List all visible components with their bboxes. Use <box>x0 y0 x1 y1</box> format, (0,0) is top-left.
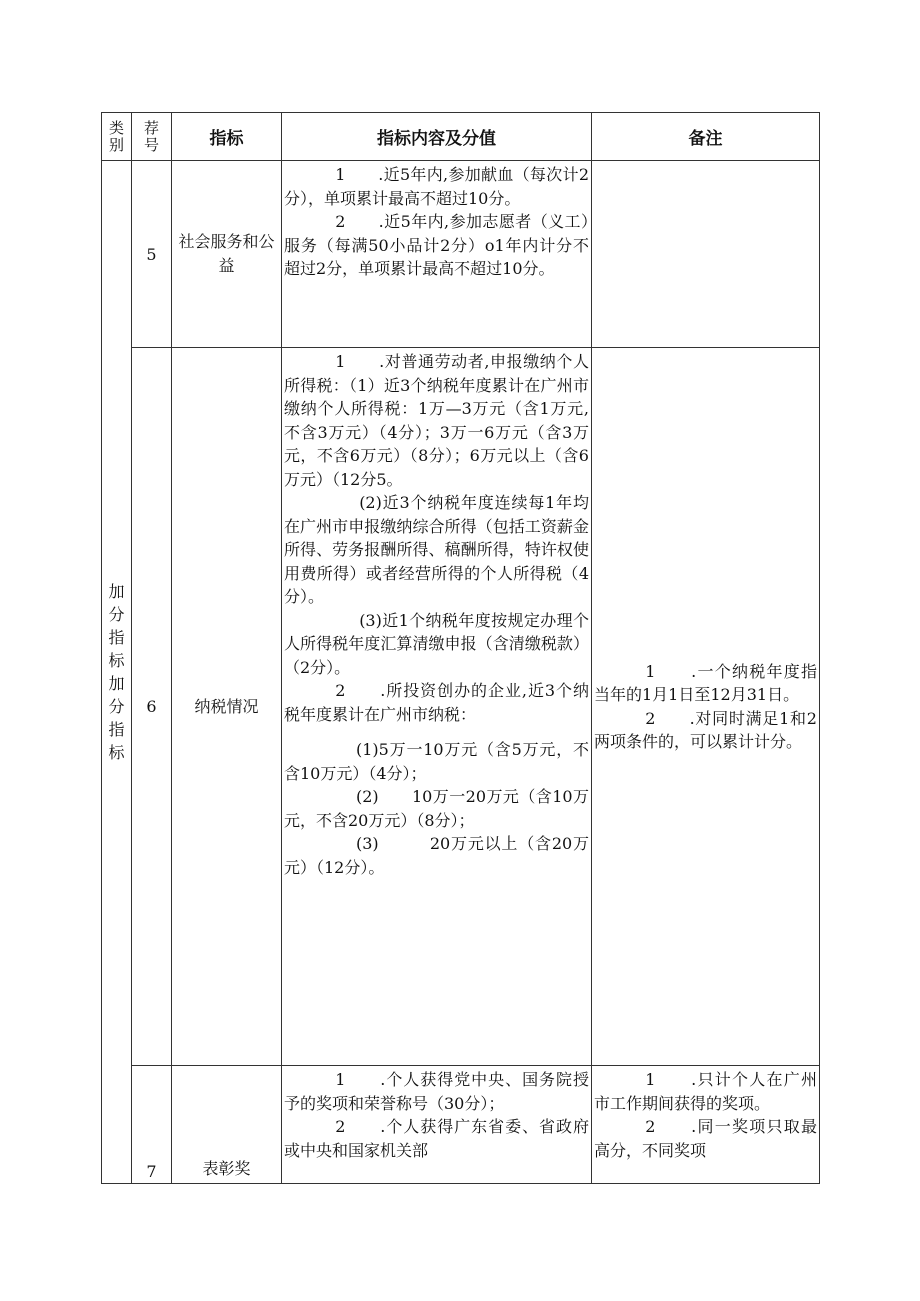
remark-paragraph: 1 .只计个人在广州市工作期间获得的奖项。 <box>594 1070 817 1113</box>
row-content <box>282 161 592 348</box>
row-remarks <box>592 1066 820 1184</box>
content-paragraph: 2 .个人获得广东省委、省政府或中央和国家机关部 <box>284 1117 589 1160</box>
content-paragraph: 1 .对普通劳动者,申报缴纳个人所得税：（1）近3个纳税年度累计在广州市缴纳个人所得税：1万—3万元（含1万元,不含3万元）（4分）；3万一6万元（含3万元，不含6万元）（8分）；6万元以上（含6万元）（12分5。 <box>284 352 589 489</box>
content-paragraph: (2)近3个纳税年度连续每1年均在广州市申报缴纳综合所得（包括工资薪金所得、劳务报酬所得、稿酬所得，特许权使用费所得）或者经营所得的个人所得税（4分）。 <box>284 493 589 606</box>
content-paragraph: 1 .个人获得党中央、国务院授予的奖项和荣誉称号（30分）； <box>284 1070 589 1113</box>
header-indicator: 指标 <box>172 113 282 161</box>
header-category: 类别 <box>102 113 132 161</box>
remark-paragraph: 1 .一个纳税年度指当年的1月1日至12月31日。 <box>594 661 817 704</box>
remark-paragraph: 2 .同一奖项只取最高分，不同奖项 <box>594 1117 817 1160</box>
content-paragraph: (3) 20万元以上（含20万元）（12分）。 <box>284 834 589 877</box>
content-paragraph: (1)5万一10万元（含5万元，不含10万元）（4分）； <box>284 740 589 783</box>
category-cell <box>102 161 132 1184</box>
row-content <box>282 348 592 1066</box>
content-paragraph: (3)近1个纳税年度按规定办理个人所得税年度汇算清缴申报（含清缴税款）（2分）。 <box>284 610 589 677</box>
remark-paragraph: 2 .对同时满足1和2两项条件的，可以累计计分。 <box>594 708 817 751</box>
content-paragraph: 2 .近5年内,参加志愿者（义工）服务（每满50小品计2分）o1年内计分不超过2分，单项累计最高不超过10分。 <box>284 212 589 278</box>
content-paragraph: 1 .近5年内,参加献血（每次计2分），单项累计最高不超过10分。 <box>284 165 589 208</box>
row-seq: 6 <box>132 348 172 1066</box>
content-paragraph: (2) 10万一20万元（含10万元，不含20万元）（8分）； <box>284 787 589 830</box>
row-remarks <box>592 348 820 1066</box>
table-header-row <box>102 113 820 161</box>
row-content <box>282 1066 592 1184</box>
content-paragraph: 2 .所投资创办的企业,近3个纳税年度累计在广州市纳税： <box>284 681 589 724</box>
table-row <box>102 1066 820 1184</box>
table-row <box>102 348 820 1066</box>
scoring-table <box>101 112 820 1184</box>
row-indicator: 社会服务和公益 <box>172 161 282 348</box>
table-row <box>102 161 820 348</box>
row-indicator: 纳税情况 <box>172 348 282 1066</box>
row-seq: 5 <box>132 161 172 348</box>
row-seq: 7 <box>132 1066 172 1184</box>
row-indicator: 表彰奖 <box>172 1066 282 1184</box>
header-seq: 荐号 <box>132 113 172 161</box>
header-remarks: 备注 <box>592 113 820 161</box>
header-content: 指标内容及分值 <box>282 113 592 161</box>
category-label: 加分指标加分指标 <box>108 582 125 762</box>
row-remarks <box>592 161 820 348</box>
